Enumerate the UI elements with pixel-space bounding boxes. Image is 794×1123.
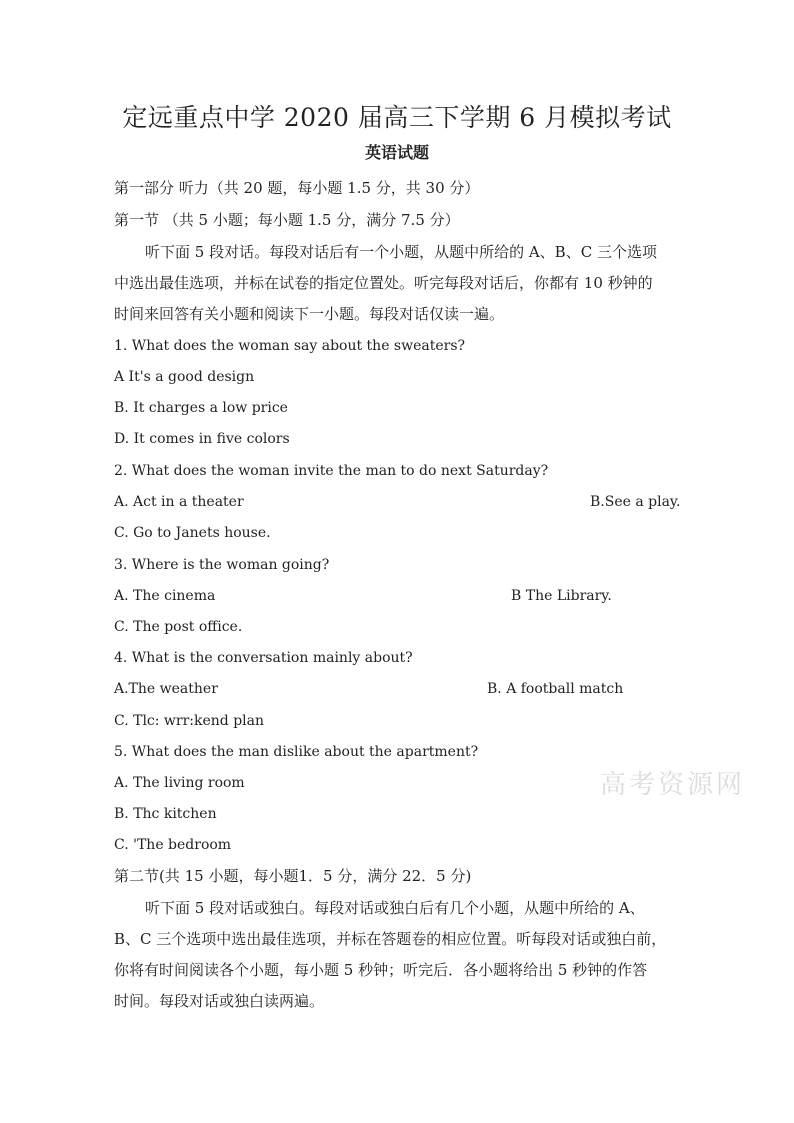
- section2-instruction-line: 时间。每段对话或独白读两遍。: [114, 992, 325, 1010]
- section1-instruction-line: 时间来回答有关小题和阅读下一小题。每段对话仅读一遍。: [114, 305, 505, 323]
- page-title: 定远重点中学 2020 届高三下学期 6 月模拟考试: [122, 103, 672, 132]
- question-3-option-c: C. The post office.: [114, 619, 243, 635]
- question-4-option-c: C. Tlc: wrr:kend plan: [114, 713, 265, 729]
- question-3: 3. Where is the woman going?: [114, 557, 330, 573]
- section2-instruction-line: 你将有时间阅读各个小题，每小题 5 秒钟；听完后．各小题将给出 5 秒钟的作答: [114, 961, 648, 979]
- section2-heading: 第二节(共 15 小题，每小题1．5 分，满分 22．5 分): [114, 867, 472, 885]
- question-1: 1. What does the woman say about the sweaters?: [114, 338, 466, 354]
- part1-heading: 第一部分 听力（共 20 题，每小题 1.5 分，共 30 分）: [114, 179, 480, 197]
- question-2-option-c: C. Go to Janets house.: [114, 525, 271, 541]
- section1-heading: 第一节 （共 5 小题；每小题 1.5 分，满分 7.5 分）: [114, 211, 460, 229]
- section2-instruction-line: B、C 三个选项中选出最佳选项，并标在答题卷的相应位置。听每段对话或独白前，: [114, 930, 667, 948]
- question-3-option-b: B The Library.: [511, 588, 612, 604]
- question-1-option-c: D. It comes in five colors: [114, 431, 290, 447]
- section1-instruction-line: 中选出最佳选项，并标在试卷的指定位置处。听完每段对话后，你都有 10 秒钟的: [114, 274, 653, 292]
- question-5-option-a: A. The living room: [114, 775, 245, 791]
- question-1-option-b: B. It charges a low price: [114, 400, 288, 416]
- question-5: 5. What does the man dislike about the apartment?: [114, 744, 479, 760]
- question-3-option-a: A. The cinema: [114, 588, 216, 604]
- question-4-option-b: B. A football match: [487, 681, 624, 697]
- question-2-option-a: A. Act in a theater: [114, 494, 244, 510]
- question-5-option-c: C. 'The bedroom: [114, 837, 232, 853]
- question-5-option-b: B. Thc kitchen: [114, 806, 217, 822]
- question-1-option-a: A It's a good design: [114, 369, 255, 385]
- question-4: 4. What is the conversation mainly about?: [114, 650, 413, 666]
- question-4-option-a: A.The weather: [114, 681, 218, 697]
- question-2: 2. What does the woman invite the man to do next Saturday?: [114, 463, 549, 479]
- watermark: 高考资源网: [600, 770, 746, 800]
- section2-instruction-line: 听下面 5 段对话或独白。每段对话或独白后有几个小题，从题中所给的 A、: [145, 899, 645, 917]
- section1-instruction-line: 听下面 5 段对话。每段对话后有一个小题，从题中所给的 A、B、C 三个选项: [145, 243, 657, 261]
- question-2-option-b: B.See a play.: [590, 494, 681, 510]
- page-subtitle: 英语试题: [364, 143, 429, 162]
